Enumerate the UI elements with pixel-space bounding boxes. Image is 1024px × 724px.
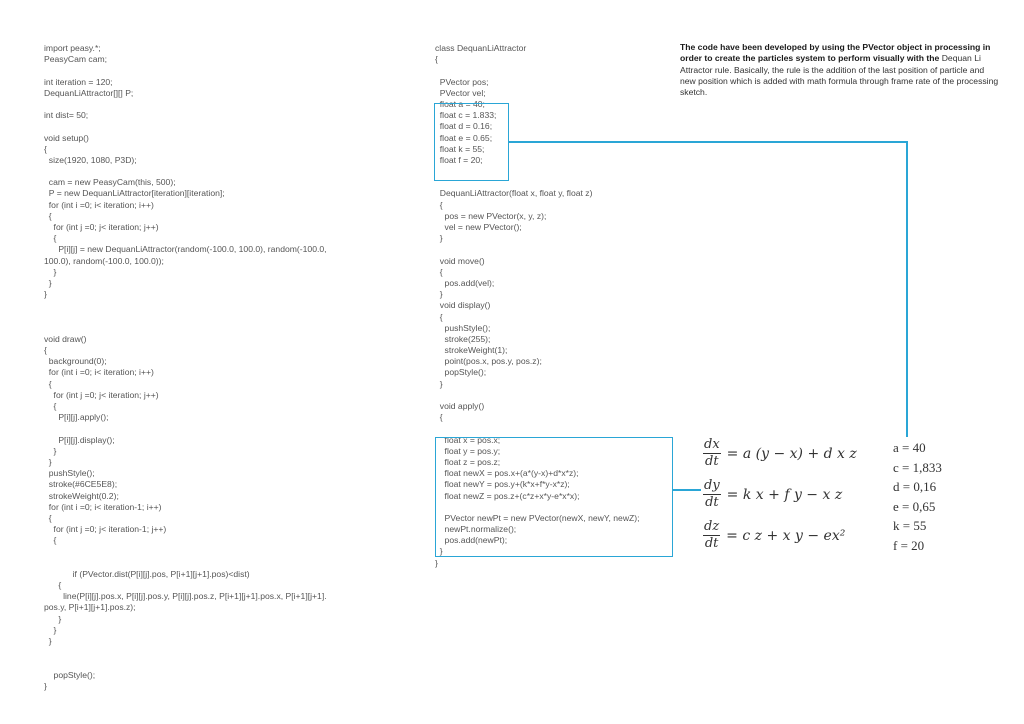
code-line: } — [44, 635, 52, 646]
code-line: for (int i =0; i< iteration; i++) — [44, 367, 154, 378]
code-line: void display() — [435, 300, 491, 311]
code-line: if (PVector.dist(P[i][j].pos, P[i+1][j+1].pos)<dist) — [44, 568, 250, 579]
fraction-dy-dt: $\frac{dy}{dt}$ — [704, 478, 720, 510]
code-line: popStyle(); — [44, 669, 96, 680]
code-line: cam = new PeasyCam(this, 500); — [44, 177, 176, 188]
code-line: { — [44, 378, 52, 389]
code-line: } — [44, 456, 52, 467]
code-line: line(P[i][j].pos.x, P[i][j].pos.y, P[i][j].pos.z, P[i+1][j+1].pos.x, P[i+1][j+1]. — [44, 591, 327, 602]
code-line — [435, 65, 640, 76]
code-line — [44, 312, 327, 323]
code-line: float a = 40; — [435, 98, 485, 109]
code-line: int iteration = 120; — [44, 76, 113, 87]
code-line: pos.add(vel); — [435, 277, 495, 288]
code-line: { — [44, 345, 47, 356]
parameters-connector-vertical — [906, 141, 908, 437]
fraction-dx-dt: $\frac{dx}{dt}$ — [704, 437, 720, 469]
setup-draw-code-block — [44, 43, 327, 692]
code-line: stroke(#6CE5E8); — [44, 479, 118, 490]
code-line: 100.0), random(-100.0, 100.0)); — [44, 255, 164, 266]
code-line: { — [44, 512, 52, 523]
param-d: d = 0,16 — [893, 479, 937, 494]
code-line: float z = pos.z; — [435, 456, 501, 467]
code-line: P = new DequanLiAttractor[iteration][iteration]; — [44, 188, 225, 199]
code-line — [44, 166, 327, 177]
code-line — [44, 323, 327, 334]
code-line: { — [435, 311, 443, 322]
code-line: { — [44, 580, 62, 590]
code-line: { — [435, 199, 443, 210]
code-line: vel = new PVector(); — [435, 222, 522, 232]
code-line: P[i][j].apply(); — [44, 412, 109, 423]
code-line: { — [44, 535, 57, 546]
code-line: { — [435, 412, 443, 423]
param-c: c = 1,833 — [893, 459, 942, 475]
description-paragraph — [680, 42, 1000, 98]
code-line: } — [44, 624, 57, 635]
code-line: } — [44, 680, 47, 691]
code-line — [44, 65, 327, 76]
parameter-values-list — [893, 438, 942, 555]
equation-dz-rhs: = c z + x y − ex² — [726, 527, 846, 544]
code-line: PVector newPt = new PVector(newX, newY, newZ); — [435, 512, 640, 523]
code-line: DequanLiAttractor(float x, float y, float z) — [435, 188, 593, 199]
code-line: stroke(255); — [435, 333, 491, 344]
code-line: background(0); — [44, 356, 107, 367]
formula-connector — [673, 489, 701, 491]
code-line — [44, 300, 327, 311]
code-line: } — [44, 266, 57, 277]
code-line: { — [435, 266, 443, 277]
code-line — [44, 558, 327, 569]
code-line: float f = 20; — [435, 154, 483, 165]
code-line: pos = new PVector(x, y, z); — [435, 210, 547, 221]
code-line: P[i][j].display(); — [44, 434, 115, 445]
code-line: import peasy.*; — [44, 43, 101, 53]
equation-dy-rhs: = k x + f y − x z — [726, 486, 843, 503]
code-line: for (int j =0; j< iteration; j++) — [44, 389, 159, 400]
code-line: PVector vel; — [435, 87, 486, 98]
code-line: strokeWeight(1); — [435, 345, 508, 356]
code-line: float newX = pos.x+(a*(y-x)+d*x*z); — [435, 468, 579, 479]
code-line: float newZ = pos.z+(c*z+x*y-e*x*x); — [435, 490, 580, 501]
param-a: a = 40 — [893, 440, 926, 455]
description-text: Dequan Li Attractor rule. Basically, the rule is the addition of the last position of particle and new position which is added with math formula through frame rate of the processing sketch. — [680, 53, 999, 98]
code-line — [44, 121, 327, 132]
code-line: pushStyle(); — [435, 322, 491, 333]
code-line — [435, 390, 640, 401]
code-line: for (int j =0; j< iteration; j++) — [44, 222, 159, 232]
code-line: for (int j =0; j< iteration-1; j++) — [44, 524, 167, 535]
code-line — [44, 647, 327, 658]
code-line — [435, 244, 640, 255]
code-line: PeasyCam cam; — [44, 54, 108, 65]
fraction-dz-dt: $\frac{dz}{dt}$ — [704, 519, 720, 551]
code-line: size(1920, 1080, P3D); — [44, 154, 137, 165]
param-k: k = 55 — [893, 518, 927, 533]
code-line: newPt.normalize(); — [435, 524, 517, 535]
equation-dy — [703, 479, 842, 510]
code-line: float c = 1.833; — [435, 110, 497, 121]
code-line: popStyle(); — [435, 367, 487, 378]
code-line: { — [44, 401, 57, 411]
code-line: } — [435, 378, 443, 389]
code-line — [435, 423, 640, 434]
code-line: float newY = pos.y+(k*x+f*y-x*z); — [435, 479, 570, 490]
code-line: float d = 0.16; — [435, 121, 493, 132]
parameters-highlight-box — [434, 103, 509, 181]
code-line: } — [435, 557, 438, 568]
code-line: P[i][j] = new DequanLiAttractor(random(-100.0, 100.0), random(-100.0, — [44, 244, 327, 255]
code-line: for (int i =0; i< iteration; i++) — [44, 199, 154, 210]
description-bold-text: The code have been developed by using the PVector object in processing in order to create the particles system to perform visually with the — [680, 42, 991, 64]
equation-dx — [703, 438, 857, 469]
equation-dz — [703, 520, 845, 551]
equation-dx-rhs: = a (y − x) + d x z — [726, 445, 857, 462]
code-line: point(pos.x, pos.y, pos.z); — [435, 356, 542, 367]
code-line: pos.y, P[i+1][j+1].pos.z); — [44, 602, 136, 613]
code-line: } — [44, 289, 47, 300]
code-line: { — [44, 233, 57, 244]
code-line — [44, 99, 327, 110]
code-line: void draw() — [44, 333, 87, 344]
code-line: float x = pos.x; — [435, 434, 501, 445]
code-line — [44, 546, 327, 557]
code-line: PVector pos; — [435, 76, 489, 87]
code-line: pushStyle(); — [44, 468, 95, 479]
code-line: { — [44, 210, 52, 221]
code-line: } — [435, 546, 443, 557]
code-line: } — [44, 445, 57, 456]
code-line: class DequanLiAttractor — [435, 43, 527, 53]
code-line: int dist= 50; — [44, 110, 89, 121]
code-line: } — [435, 233, 443, 244]
code-line: } — [435, 289, 443, 300]
code-line — [44, 423, 327, 434]
param-f: f = 20 — [893, 537, 925, 553]
code-line: float k = 55; — [435, 143, 485, 154]
code-line: for (int i =0; i< iteration-1; i++) — [44, 501, 162, 512]
code-line: } — [44, 613, 62, 624]
code-line: void move() — [435, 255, 485, 266]
code-line: float e = 0.65; — [435, 132, 493, 143]
code-line — [44, 658, 327, 669]
param-e: e = 0,65 — [893, 498, 936, 514]
code-line: } — [44, 277, 52, 288]
code-line: pos.add(newPt); — [435, 535, 508, 546]
code-line: float y = pos.y; — [435, 445, 501, 456]
code-line: { — [44, 143, 47, 154]
parameters-connector-horizontal — [509, 141, 907, 143]
code-line: void setup() — [44, 132, 89, 143]
code-line: strokeWeight(0.2); — [44, 490, 119, 501]
code-line: void apply() — [435, 401, 485, 411]
code-line: { — [435, 54, 438, 65]
code-line: DequanLiAttractor[][] P; — [44, 87, 134, 98]
formula-highlight-box — [435, 434, 673, 557]
